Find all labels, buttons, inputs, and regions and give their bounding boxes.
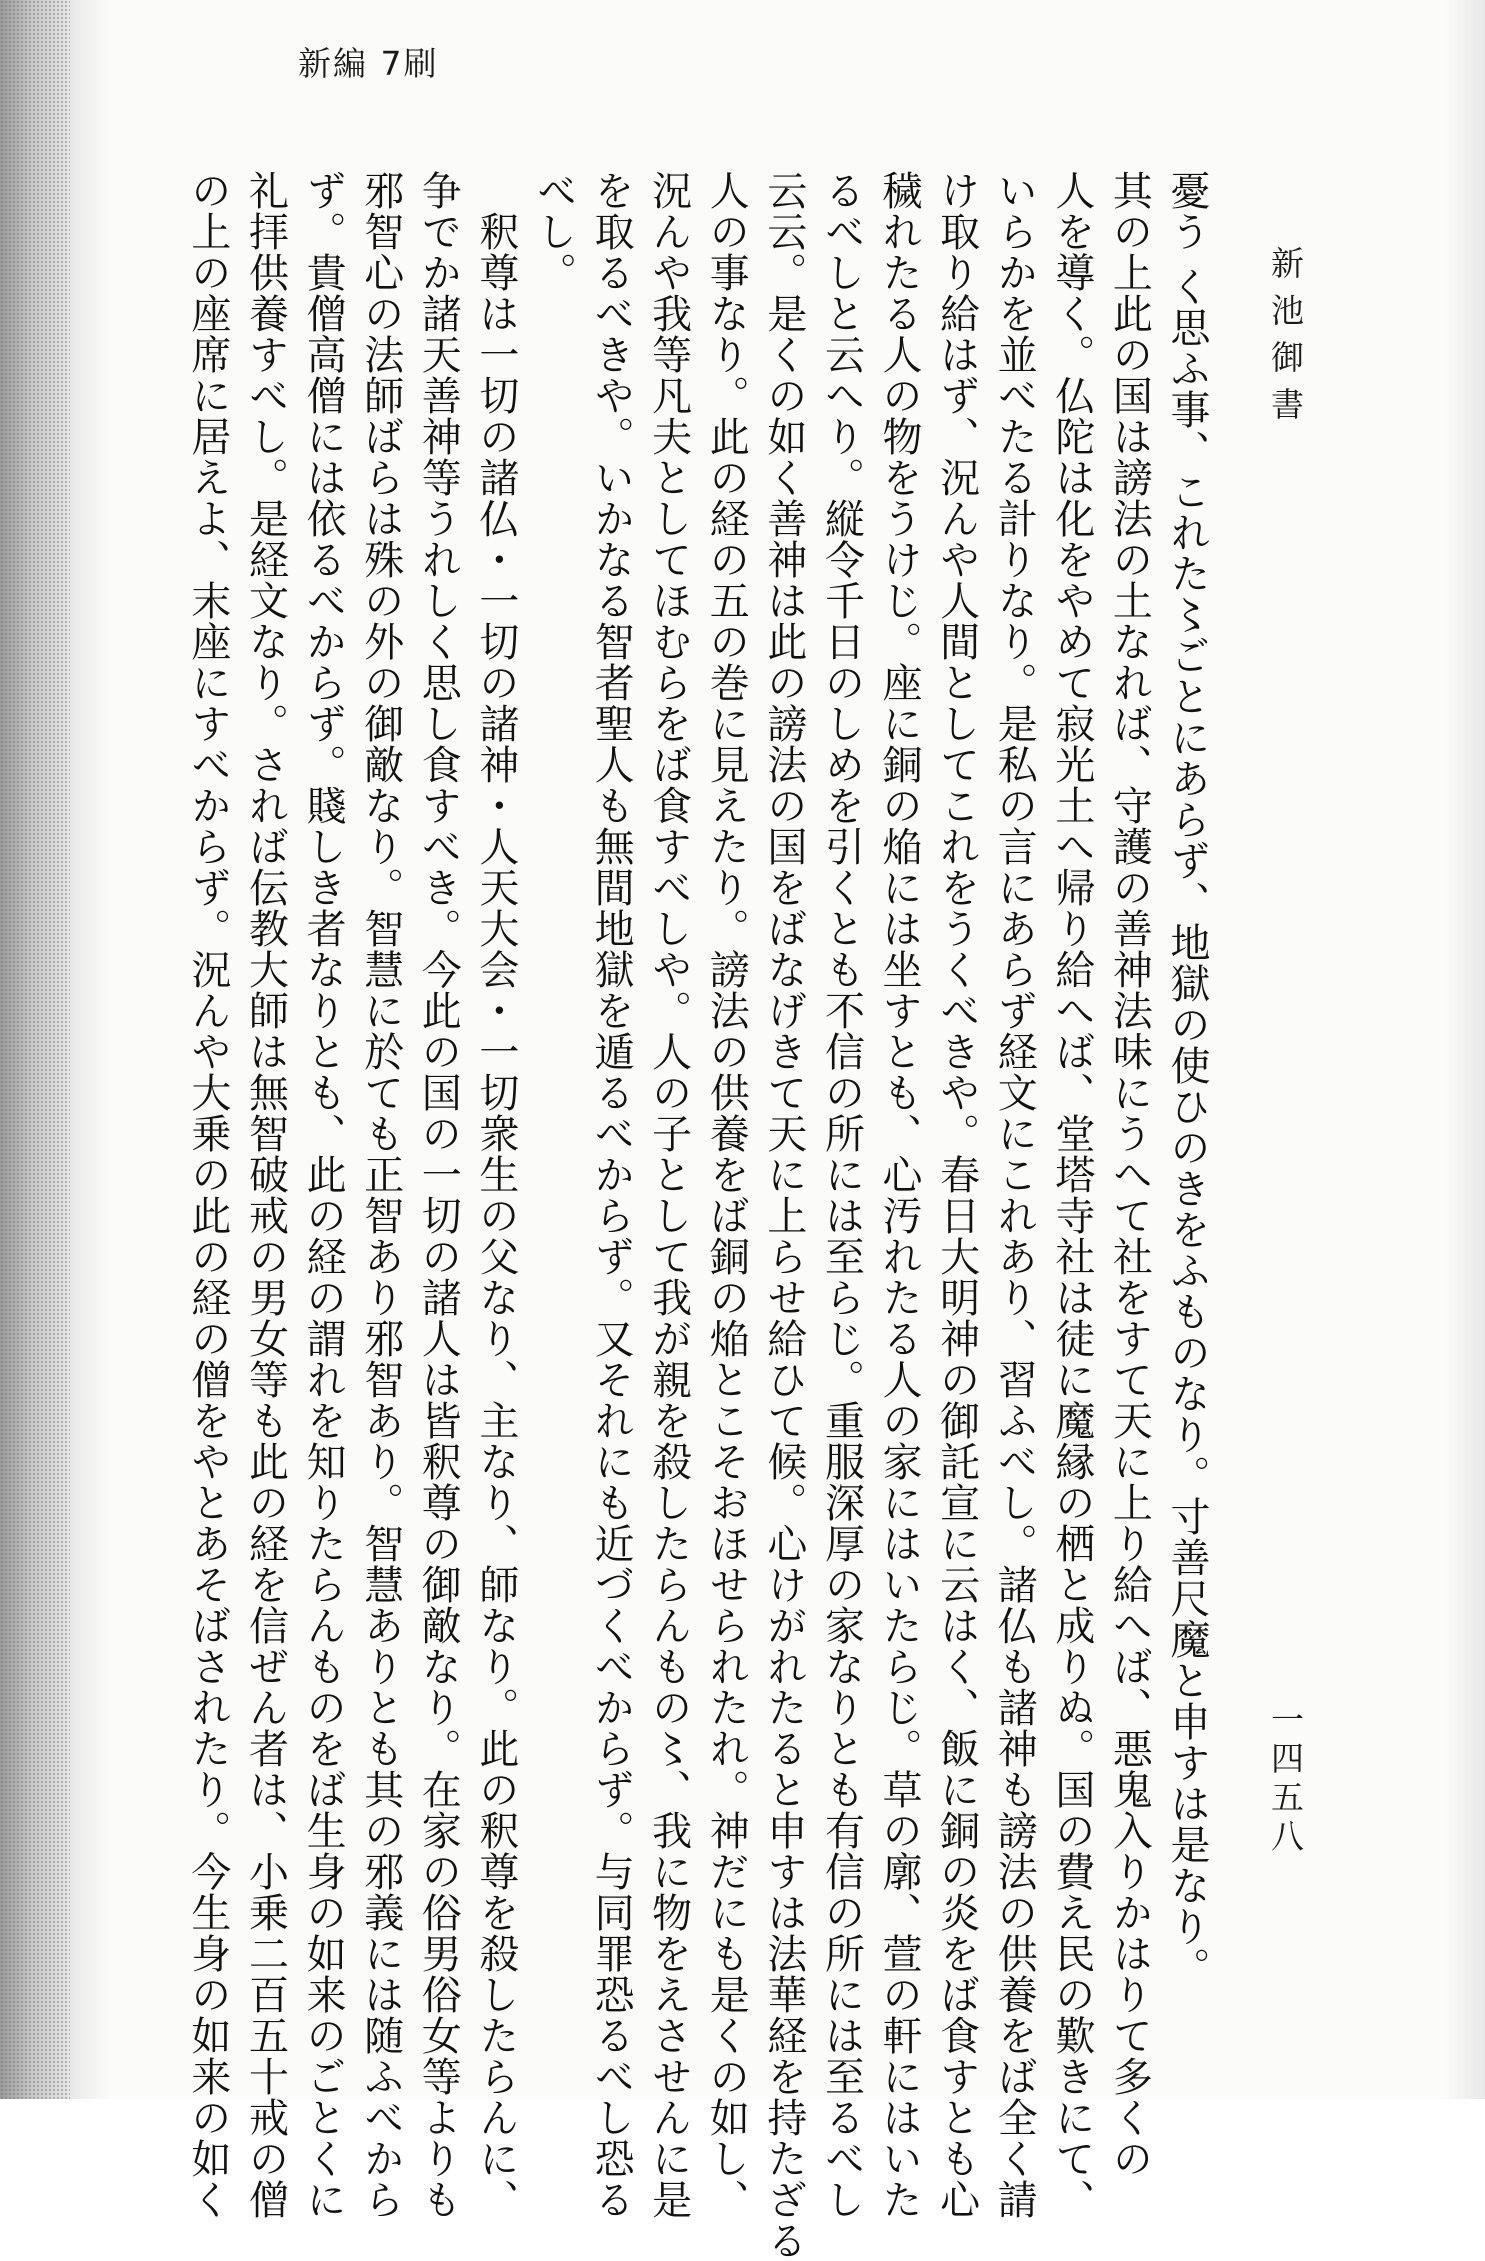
text-line: の上の座席に居えよ、末座にすべからず。況んや大乗の此の経の僧をやとあそばされたり。今生身の如来の如く <box>184 170 231 2220</box>
text-line: 争でか諸天善神等うれしく思し食すべき。今此の国の一切の諸人は皆釈尊の御敵なり。在家の俗男俗女等よりも <box>415 170 462 2220</box>
print-edition-label: 新編 7刷 <box>298 44 439 83</box>
text-line: 邪智心の法師ばらは殊の外の御敵なり。智慧に於ても正智あり邪智あり。智慧ありとも其の邪義には随ふべから <box>357 170 404 2220</box>
text-line: 其の上此の国は謗法の土なれば、守護の善神法味にうへて社をすて天に上り給へば、悪鬼入りかはりて多くの <box>1106 170 1153 2179</box>
text-line: け取り給はず、況んや人間としてこれをうくべきや。春日大明神の御託宣に云はく、飯に銅の炎をば食すとも心 <box>933 170 980 2220</box>
text-line: 釈尊は一切の諸仏・一切の諸神・人天大会・一切衆生の父なり、主なり、師なり。此の釈尊を殺したらんに、 <box>472 170 519 2220</box>
text-line: を取るべきや。いかなる智者聖人も無間地獄を遁るべからず。又それにも近づくべからず。与同罪恐るべし恐る <box>588 170 635 2220</box>
text-line: 況んや我等凡夫としてほむらをば食すべしや。人の子として我が親を殺したらんもの〻、我に物をえさせんに是 <box>645 170 692 2220</box>
text-line: 云云。是くの如く善神は此の謗法の国をばなげきて天に上らせ給ひて候。心けがれたると申すは法華経を持たざる <box>760 170 807 2261</box>
running-head-title: 新池御書 <box>1266 246 1305 434</box>
text-line: 人の事なり。此の経の五の巻に見えたり。謗法の供養をば銅の焔とこそおほせられたれ。神だにも是くの如し、 <box>703 170 750 2220</box>
text-line: いらかを並べたる計りなり。是私の言にあらず経文にこれあり、習ふべし。諸仏も諸神も謗法の供養をば全く請 <box>991 170 1038 2220</box>
text-line: ず。貴僧高僧には依るべからず。賤しき者なりとも、此の経の謂れを知りたらんものをば生身の如来のごとくに <box>300 170 347 2220</box>
page-number: 一四五八 <box>1266 1702 1305 1858</box>
text-line: 礼拝供養すべし。是経文なり。されば伝教大師は無智破戒の男女等も此の経を信ぜん者は、小乗二百五十戒の僧 <box>242 170 289 2220</box>
text-line: るべしと云へり。縦令千日のしめを引くとも不信の所には至らじ。重服深厚の家なりとも有信の所には至るべし <box>818 170 865 2220</box>
text-line: 穢れたる人の物をうけじ。座に銅の焔には坐すとも、心汚れたる人の家にはいたらじ。草の廓、萱の軒にはいた <box>876 170 923 2220</box>
text-line: 憂う く思ふ事、これた〻ごとにあらず、地獄の使ひのきをふものなり。寸善尺魔と申すは是なり。 <box>1164 170 1210 1988</box>
text-line: べし。 <box>530 170 577 293</box>
vertical-body-text <box>140 170 1215 2261</box>
text-line: 人を導く。仏陀は化をやめて寂光土へ帰り給へば、堂塔寺社は徒に魔縁の栖と成りぬ。国の費え民の歎きにて、 <box>1048 170 1095 2220</box>
scan-noise <box>0 0 70 2099</box>
page-edge <box>1445 0 1485 2099</box>
